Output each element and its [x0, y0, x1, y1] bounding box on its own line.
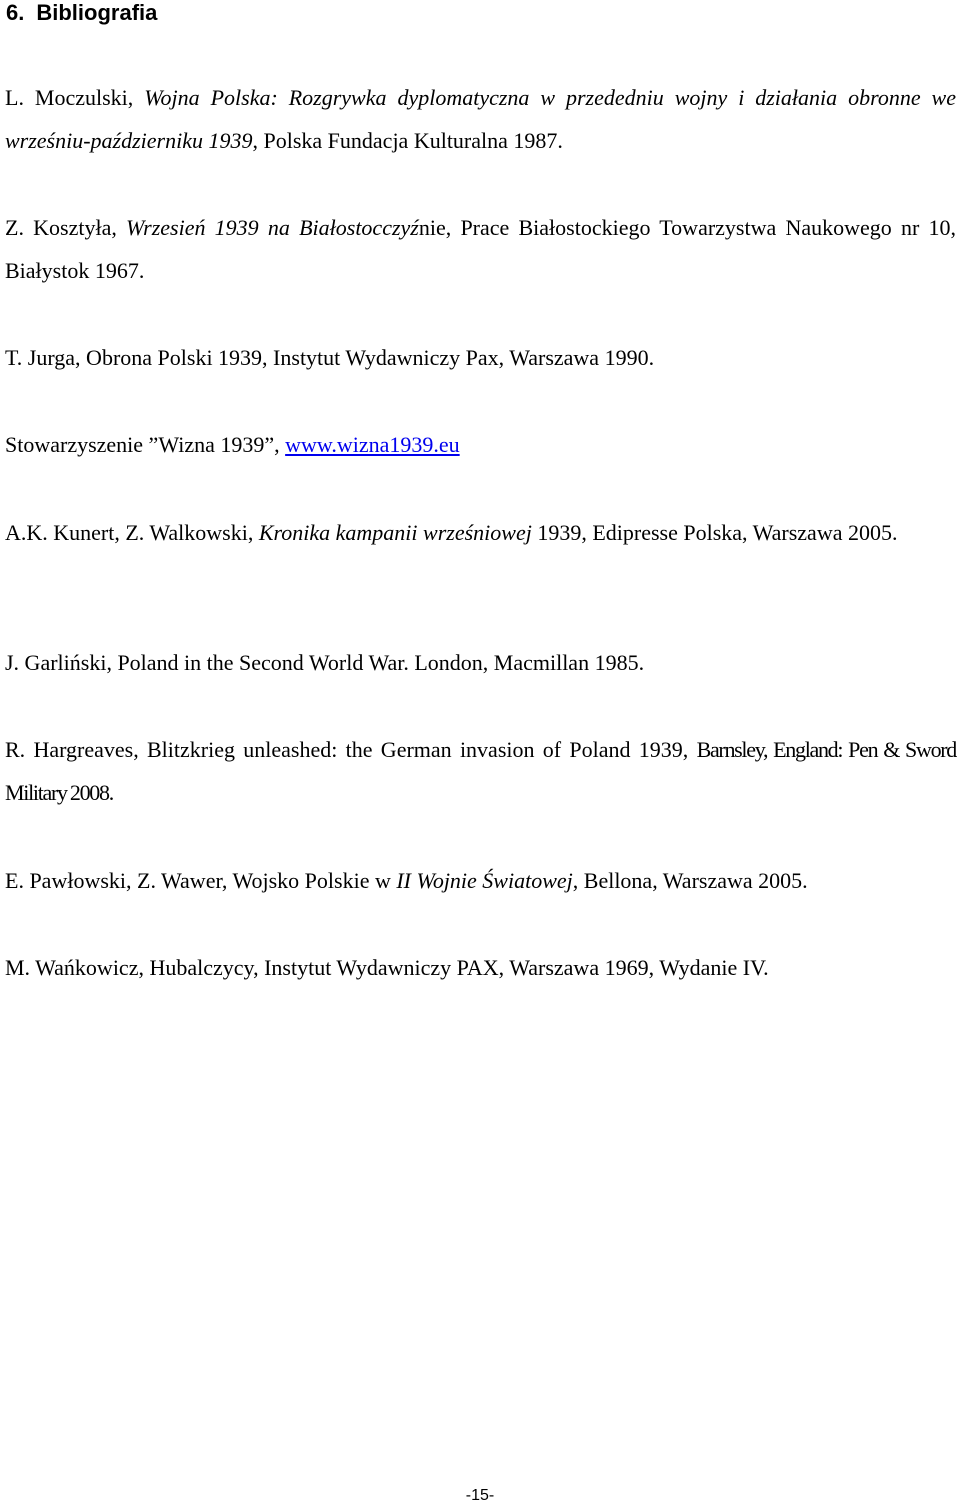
bibliography-entry-kosztyla	[5, 206, 956, 292]
bibliography-entry-wizna	[5, 423, 956, 466]
bibliography-entry-hargreaves	[5, 728, 956, 814]
entry-author: L. Moczulski,	[5, 85, 145, 110]
entry-details: , Bellona, Warszawa 2005.	[572, 868, 808, 893]
entry-title: Wojna Polska: Rozgrywka dyplomatyczna w przededniu wojny i działania obronne we wrześniu-październiku 1939	[5, 85, 956, 153]
entry-details: 1939, Edipresse Polska, Warszawa 2005.	[531, 520, 898, 545]
entry-title: II Wojnie Światowej	[396, 868, 573, 893]
entry-details: , Polska Fundacja Kulturalna 1987.	[252, 128, 563, 153]
entry-text: M. Wańkowicz, Hubalczycy, Instytut Wydawniczy PAX, Warszawa 1969, Wydanie IV.	[5, 955, 769, 980]
bibliography-entry-moczulski	[5, 76, 956, 162]
website-link[interactable]: www.wizna1939.eu	[285, 432, 460, 457]
entry-details: nie, Prace Białostockiego Towarzystwa Naukowego nr 10, Białystok 1967.	[5, 215, 956, 283]
section-title: Bibliografia	[36, 0, 158, 25]
bibliography-entry-pawlowski	[5, 859, 956, 902]
entry-text: J. Garliński, Poland in the Second World War. London, Macmillan 1985.	[5, 650, 645, 675]
bibliography-entry-jurga	[5, 336, 956, 379]
entry-title: Wrzesień 1939 na Białostocczyź	[126, 215, 419, 240]
page-number: -15-	[465, 1487, 495, 1504]
section-number: 6.	[6, 0, 25, 25]
entry-title: Kronika kampanii wrześniowej	[258, 520, 532, 545]
entry-text: T. Jurga, Obrona Polski 1939, Instytut Wydawniczy Pax, Warszawa 1990.	[5, 345, 655, 370]
entry-author: A.K. Kunert, Z. Walkowski,	[5, 520, 259, 545]
bibliography-entry-wankowicz	[5, 946, 956, 989]
entry-author: E. Pawłowski, Z. Wawer, Wojsko Polskie w	[5, 868, 397, 893]
entry-text: Stowarzyszenie ”Wizna 1939”,	[5, 432, 286, 457]
bibliography-entry-kunert	[5, 511, 956, 554]
bibliography-entry-garlinski	[5, 641, 956, 684]
entry-author: Z. Kosztyła,	[5, 215, 127, 240]
section-heading	[6, 0, 157, 26]
entry-publisher: Barnsley, England: Pen & Sword Military 2008.	[5, 737, 957, 805]
entry-text: R. Hargreaves, Blitzkrieg unleashed: the German invasion of Poland 1939,	[5, 737, 697, 762]
